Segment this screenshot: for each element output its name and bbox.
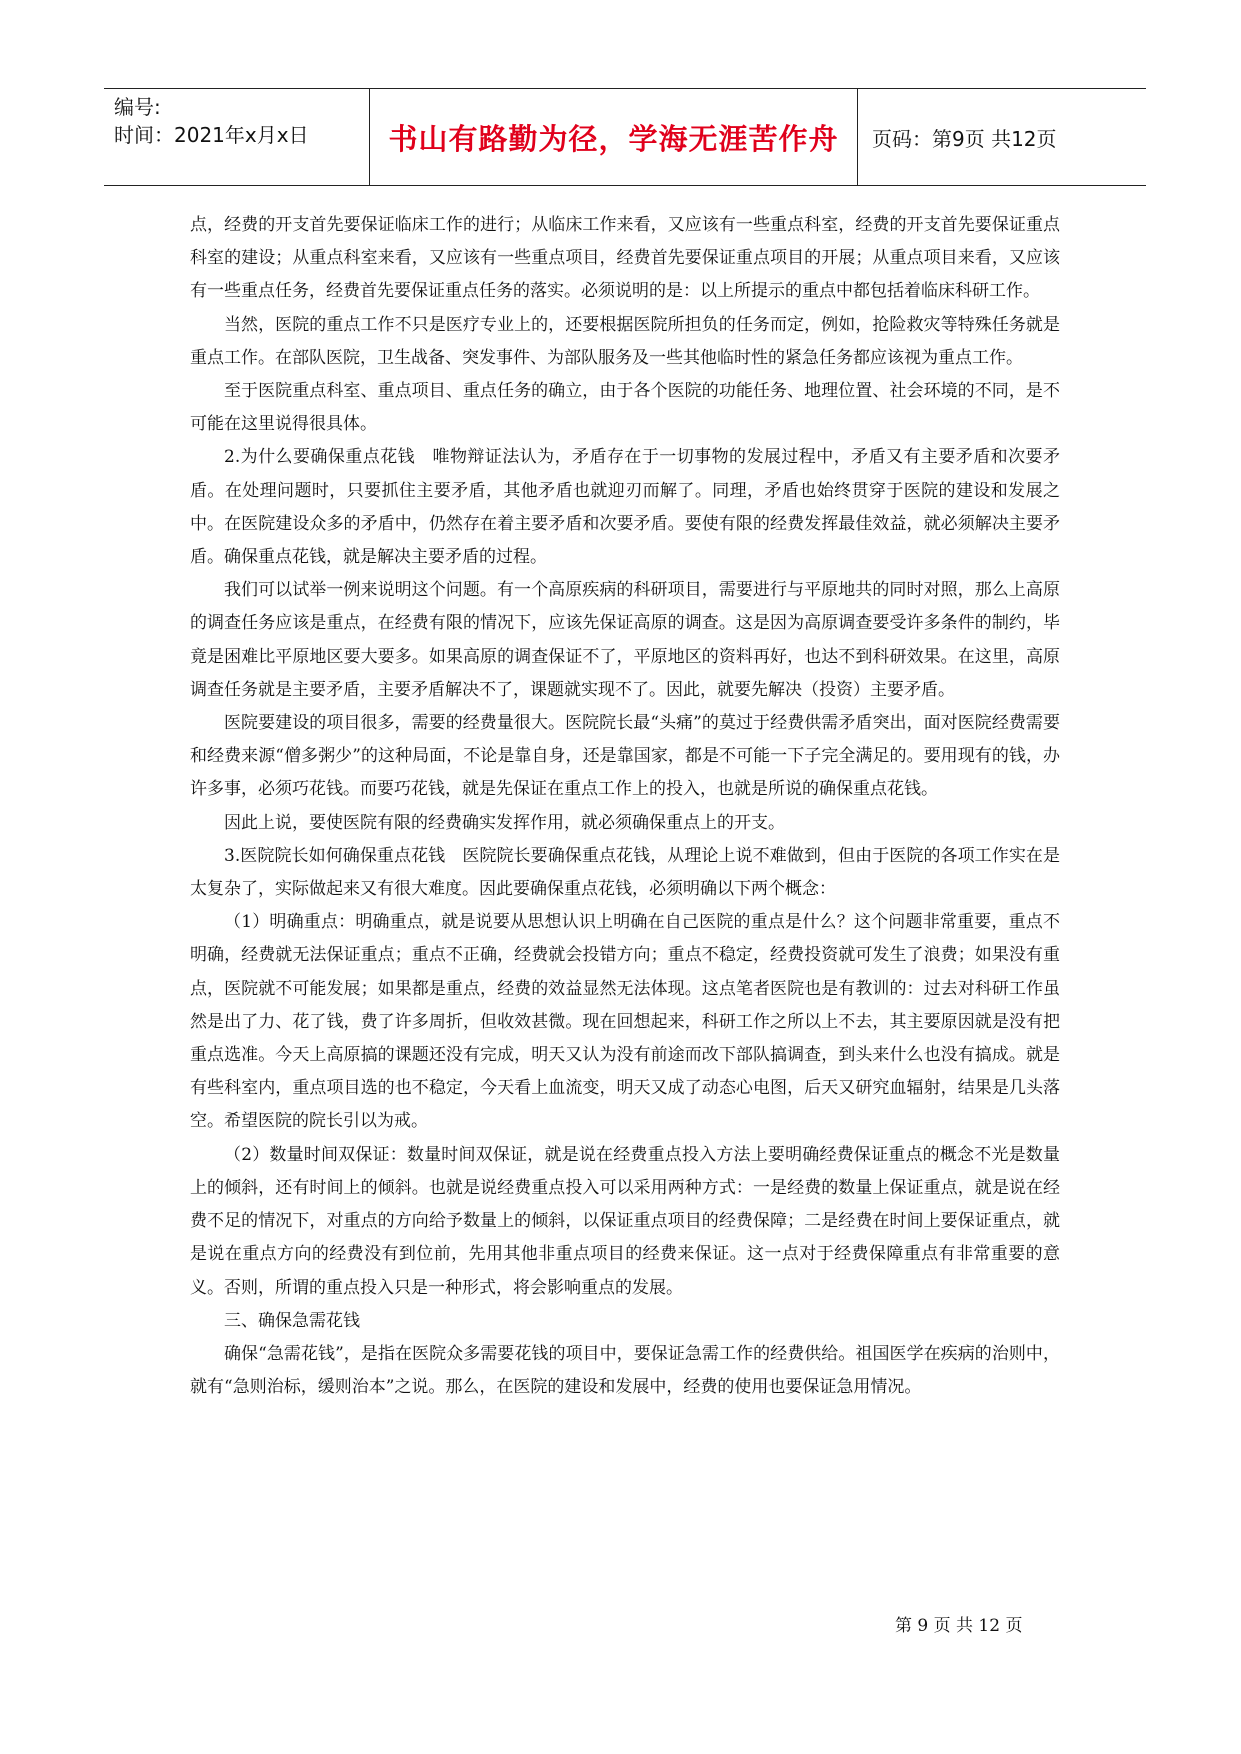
paragraph: （1）明确重点：明确重点，就是说要从思想认识上明确在自己医院的重点是什么？这个问题非常重要，重点不明确，经费就无法保证重点；重点不正确，经费就会投错方向；重点不稳定，经费投资就可发生了浪费；如果没有重点，医院就不可能发展；如果都是重点，经费的效益显然无法体现。这点笔者医院也是有教训的：过去对科研工作虽然是出了力、花了钱，费了许多周折，但收效甚微。现在回想起来，科研工作之所以上不去，其主要原因就是没有把重点选准。今天上高原搞的课题还没有完成，明天又认为没有前途而改下部队搞调查，到头来什么也没有搞成。就是有些科室内，重点项目选的也不稳定，今天看上血流变，明天又成了动态心电图，后天又研究血辐射，结果是几头落空。希望医院的院长引以为戒。 xyxy=(190,912,1060,1132)
number-label: 编号: xyxy=(114,95,161,119)
paragraph: 因此上说，要使医院有限的经费确实发挥作用，就必须确保重点上的开支。 xyxy=(224,812,785,833)
paragraph: 至于医院重点科室、重点项目、重点任务的确立，由于各个医院的功能任务、地理位置、社会环境的不同，是不可能在这里说得很具体。 xyxy=(190,381,1060,435)
paragraph: （2）数量时间双保证：数量时间双保证，就是说在经费重点投入方法上要明确经费保证重点的概念不光是数量上的倾斜，还有时间上的倾斜。也就是说经费重点投入可以采用两种方式：一是经费的数量上保证重点，就是说在经费不足的情况下，对重点的方向给予数量上的倾斜，以保证重点项目的经费保障；二是经费在时间上要保证重点，就是说在重点方向的经费没有到位前，先用其他非重点项目的经费来保证。这一点对于经费保障重点有非常重要的意义。否则，所谓的重点投入只是一种形式，将会影响重点的发展。 xyxy=(190,1144,1060,1298)
paragraph: 点，经费的开支首先要保证临床工作的进行；从临床工作来看，又应该有一些重点科室，经费的开支首先要保证重点科室的建设；从重点科室来看，又应该有一些重点项目，经费首先要保证重点项目的开展；从重点项目来看，又应该有一些重点任务，经费首先要保证重点任务的落实。必须说明的是：以上所提示的重点中都包括着临床科研工作。 xyxy=(190,215,1060,302)
paragraph: 3.医院院长如何确保重点花钱 医院院长要确保重点花钱，从理论上说不难做到，但由于医院的各项工作实在是太复杂了，实际做起来又有很大难度。因此要确保重点花钱，必须明确以下两个概念： xyxy=(190,845,1060,900)
page-footer: 第 9 页 共 12 页 xyxy=(895,1616,1023,1636)
paragraph: 我们可以试举一例来说明这个问题。有一个高原疾病的科研项目，需要进行与平原地共的同时对照，那么上高原的调查任务应该是重点，在经费有限的情况下，应该先保证高原的调查。这是因为高原调查要受许多条件的制约，毕竟是困难比平原地区要大要多。如果高原的调查保证不了，平原地区的资料再好，也达不到科研效果。在这里，高原调查任务就是主要矛盾，主要矛盾解决不了，课题就实现不了。因此，就要先解决（投资）主要矛盾。 xyxy=(190,580,1060,700)
paragraph: 当然，医院的重点工作不只是医疗专业上的，还要根据医院所担负的任务而定，例如，抢险救灾等特殊任务就是重点工作。在部队医院，卫生战备、突发事件、为部队服务及一些其他临时性的紧急任务都应该视为重点工作。 xyxy=(190,314,1060,368)
time-label: 时间：2021年x月x日 xyxy=(114,123,309,147)
section-heading: 三、确保急需花钱 xyxy=(224,1310,360,1331)
header-page-code: 页码：第9页 共12页 xyxy=(872,126,1057,151)
header-meta xyxy=(104,89,370,185)
document-header xyxy=(104,88,1146,186)
paragraph: 2.为什么要确保重点花钱 唯物辩证法认为，矛盾存在于一切事物的发展过程中，矛盾又有主要矛盾和次要矛盾。在处理问题时，只要抓住主要矛盾，其他矛盾也就迎刃而解了。同理，矛盾也始终贯穿于医院的建设和发展之中。在医院建设众多的矛盾中，仍然存在着主要矛盾和次要矛盾。要使有限的经费发挥最佳效益，就必须解决主要矛盾。确保重点花钱，就是解决主要矛盾的过程。 xyxy=(190,447,1060,568)
paragraph: 确保“急需花钱”，是指在医院众多需要花钱的项目中，要保证急需工作的经费供给。祖国医学在疾病的治则中，就有“急则治标，缓则治本”之说。那么，在医院的建设和发展中，经费的使用也要保证急用情况。 xyxy=(190,1343,1060,1398)
paragraph: 医院要建设的项目很多，需要的经费量很大。医院院长最“头痛”的莫过于经费供需矛盾突出，面对医院经费需要和经费来源“僧多粥少”的这种局面，不论是靠自身，还是靠国家，都是不可能一下子完全满足的。要用现有的钱，办许多事，必须巧花钱。而要巧花钱，就是先保证在重点工作上的投入，也就是所说的确保重点花钱。 xyxy=(190,713,1060,800)
header-motto: 书山有路勤为径，学海无涯苦作舟 xyxy=(370,89,858,185)
document-body xyxy=(190,209,1060,1404)
